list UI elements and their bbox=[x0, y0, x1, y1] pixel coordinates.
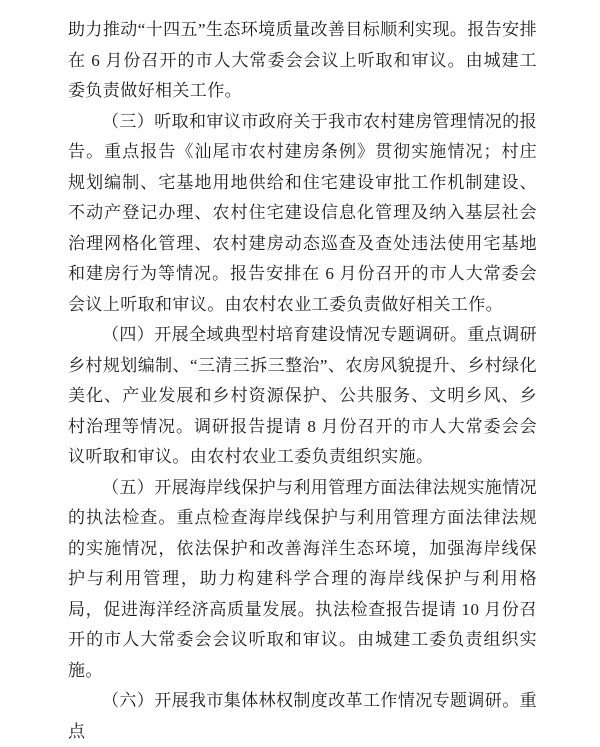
paragraph-item-5: （五）开展海岸线保护与利用管理方面法律法规实施情况的执法检查。重点检查海岸线保护与利用管理方面法律法规的实施情况，依法保护和改善海洋生态环境，加强海岸线保护与利用管理，助力构建科学合理的海岸线保护与利用格局，促进海洋经济高质量发展。执法检查报告提请 10 月份召开的市人大常委会会议听取和审议。由城建工委负责组织实施。 bbox=[68, 477, 537, 680]
paragraph-continuation: 助力推动“十四五”生态环境质量改善目标顺利实现。报告安排在 6 月份召开的市人大常委会会议上听取和审议。由城建工委负责做好相关工作。 bbox=[68, 20, 537, 100]
paragraph-item-4: （四）开展全域典型村培育建设情况专题调研。重点调研乡村规划编制、“三清三拆三整治”、农房风貌提升、乡村绿化美化、产业发展和乡村资源保护、公共服务、文明乡风、乡村治理等情况。调研报告提请 8 月份召开的市人大常委会会议听取和审议。由农村农业工委负责组织实施。 bbox=[68, 325, 537, 466]
paragraph-item-3: （三）听取和审议市政府关于我市农村建房管理情况的报告。重点报告《汕尾市农村建房条例》贯彻实施情况；村庄规划编制、宅基地用地供给和住宅建设审批工作机制建设、不动产登记办理、农村住宅建设信息化管理及纳入基层社会治理网格化管理、农村建房动态巡查及查处违法使用宅基地和建房行为等情况。报告安排在 6 月份召开的市人大常委会会议上听取和审议。由农村农业工委负责做好相关工作。 bbox=[68, 111, 537, 314]
document-body bbox=[68, 15, 537, 747]
paragraph-item-6: （六）开展我市集体林权制度改革工作情况专题调研。重点 bbox=[68, 691, 537, 741]
